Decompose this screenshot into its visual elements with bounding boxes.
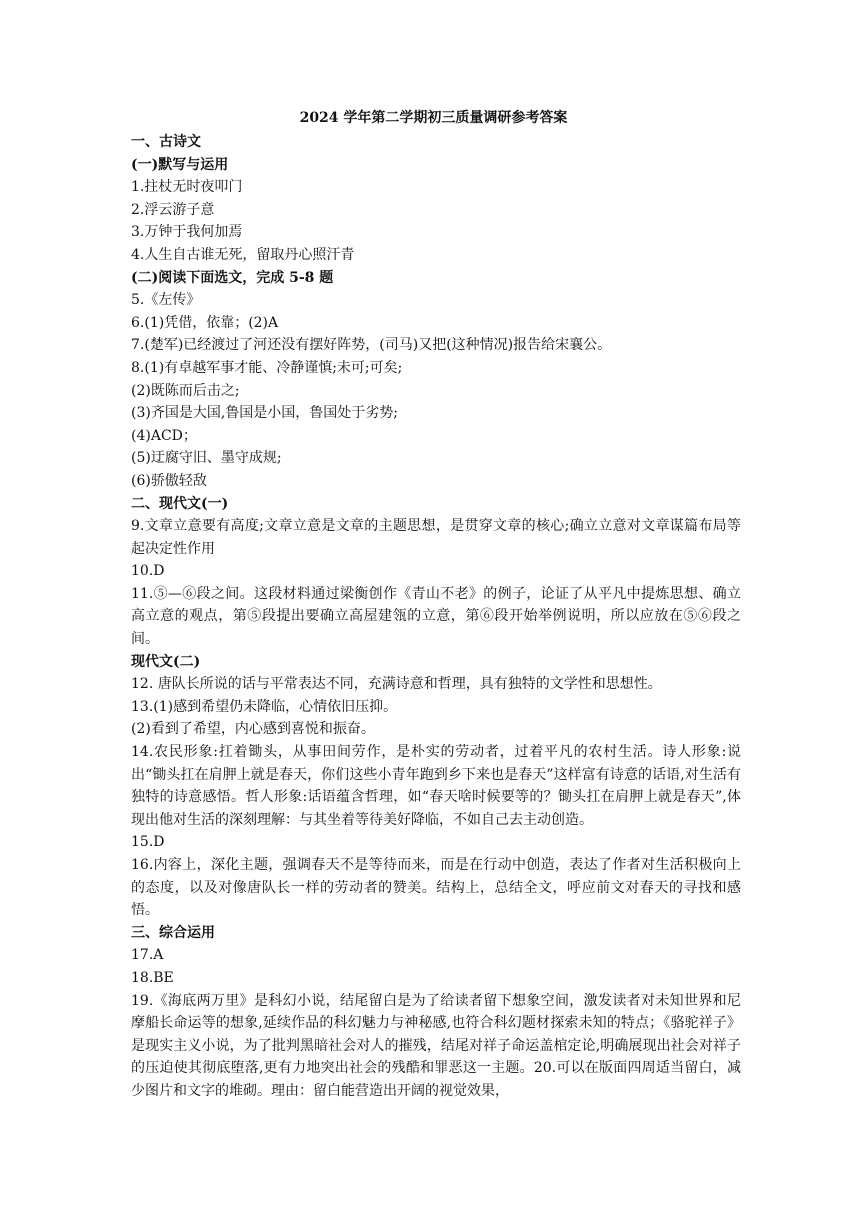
answer-line: 18.BE [131, 969, 174, 986]
answer-line: 12. 唐队长所说的话与平常表达不同，充满诗意和哲理，具有独特的文学性和思想性。 [131, 676, 662, 693]
section-heading: (二)阅读下面选文，完成 5-8 题 [131, 269, 334, 286]
answer-line: 3.万钟于我何加焉 [131, 224, 243, 241]
answer-line: 14.农民形象:扛着锄头，从事田间劳作，是朴实的劳动者，过着平凡的农村生活。诗人形象:说出“锄头扛在肩胛上就是春天，你们这些小青年跑到乡下来也是春天”这样富有诗意的话语,对生活有独特的诗意感悟。哲人形象:话语蕴含哲理，如“春天啥时候要等的？锄头扛在肩胛上就是春天”,体现出他对生活的深刻理解：与其坐着等待美好降临，不如自己去主动创造。 [131, 744, 741, 828]
answer-line: (4)ACD； [131, 427, 197, 444]
section-heading: 二、现代文(一) [131, 495, 229, 512]
answer-line: 7.(楚军)已经渡过了河还没有摆好阵势，(司马)又把(这种情况)报告给宋襄公。 [131, 337, 612, 354]
answer-line: (3)齐国是大国,鲁国是小国，鲁国处于劣势; [131, 405, 398, 422]
document-title: 2024 学年第二学期初三质量调研参考答案 [299, 110, 568, 126]
answer-line: (2)看到了希望，内心感到喜悦和振奋。 [131, 721, 375, 738]
answer-line: 4.人生自古谁无死，留取丹心照汗青 [131, 246, 355, 263]
answer-line: (2)既陈而后击之; [131, 382, 240, 399]
section-heading: 三、综合运用 [131, 924, 215, 941]
answer-line: 13.(1)感到希望仍未降临，心情依旧压抑。 [131, 698, 398, 715]
answer-line: 6.(1)凭借，依靠；(2)A [131, 314, 279, 331]
answer-content [131, 131, 741, 1103]
answer-line: 16.内容上，深化主题，强调春天不是等待而来，而是在行动中创造，表达了作者对生活积极向上的态度，以及对像唐队长一样的劳动者的赞美。结构上，总结全文，呼应前文对春天的寻找和感悟。 [131, 857, 741, 919]
answer-line: (6)骄傲轻敌 [131, 472, 207, 489]
answer-line: 11.⑤—⑥段之间。这段材料通过梁衡创作《青山不老》的例子，论证了从平凡中提炼思想、确立高立意的观点，第⑤段提出要确立高屋建瓴的立意，第⑥段开始举例说明，所以应放在⑤⑥段之间。 [131, 585, 741, 648]
answer-line: 19.《海底两万里》是科幻小说，结尾留白是为了给读者留下想象空间，激发读者对未知世界和尼摩船长命运等的想象,延续作品的科幻魅力与神秘感,也符合科幻题材探索未知的特点；《骆驼祥子》是现实主义小说，为了批判黑暗社会对人的摧残，结尾对祥子命运盖棺定论,明确展现出社会对祥子的压迫使其彻底堕落,更有力地突出社会的残酷和罪恶这一主题。20.可以在版面四周适当留白，减少图片和文字的堆砌。理由：留白能营造出开阔的视觉效果， [131, 992, 741, 1099]
answer-line: 1.拄杖无时夜叩门 [131, 179, 243, 196]
answer-line: 17.A [131, 947, 164, 964]
answer-line: (5)迂腐守旧、墨守成规; [131, 450, 282, 467]
answer-line: 15.D [131, 834, 165, 851]
answer-line: 9.文章立意要有高度;文章立意是文章的主题思想，是贯穿文章的核心;确立立意对文章谋篇布局等起决定性作用 [131, 518, 741, 557]
answer-line: 2.浮云游子意 [131, 201, 215, 218]
answer-line: 5.《左传》 [131, 292, 201, 309]
answer-line: 8.(1)有卓越军事才能、冷静谨慎;未可;可矣; [131, 359, 403, 376]
section-heading: (一)默写与运用 [131, 156, 229, 173]
section-heading: 现代文(二) [131, 653, 201, 670]
section-heading: 一、古诗文 [131, 134, 201, 150]
answer-line: 10.D [131, 563, 165, 580]
